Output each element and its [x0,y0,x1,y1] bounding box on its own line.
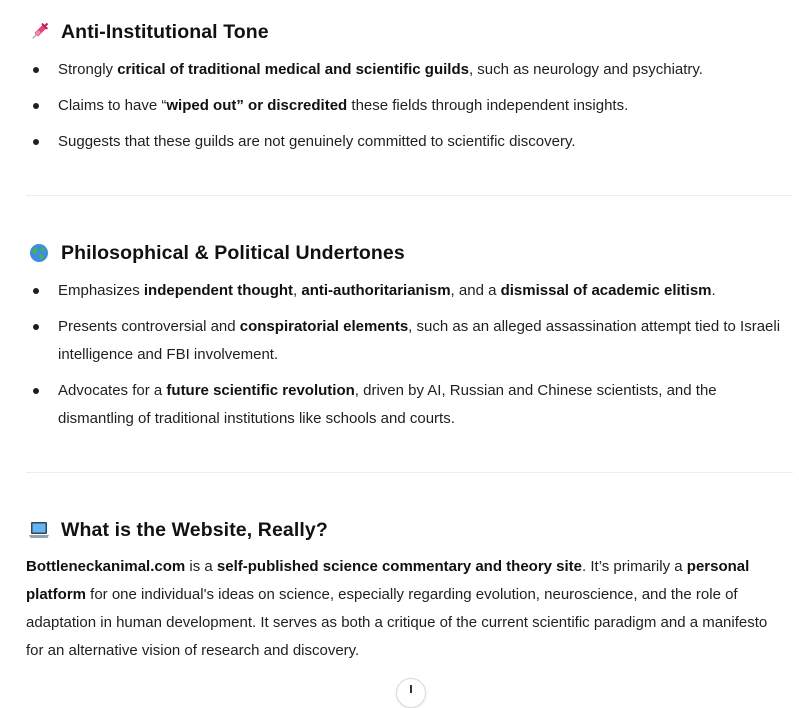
section-heading [26,239,786,267]
section-title: Anti-Institutional Tone [61,20,269,43]
section-heading [26,516,786,544]
emphasis-text: dismissal of academic elitism [500,282,712,299]
emphasis-text: wiped out” or discredited [166,97,348,114]
list-item [26,92,786,120]
list-item [26,313,786,369]
syringe-icon [28,21,50,43]
scroll-down-button[interactable] [396,678,426,708]
text: , such as neurology and psychiatry. [468,61,703,78]
text: Emphasizes [58,282,144,299]
emphasis-text: conspiratorial elements [239,318,409,335]
section-website [26,516,786,665]
emphasis-text: independent thought [143,282,294,299]
arrow-down-icon [410,685,412,693]
laptop-icon [28,519,50,541]
bullet-list [26,277,786,433]
section-philosophical [26,239,786,433]
text: Presents controversial and [58,318,240,335]
emphasis-text: future scientific revolution [166,382,355,399]
text: , driven by AI, Russian and Chinese scientists, and the dismantling of traditional institutions like schools and courts. [58,382,717,427]
text: , [293,282,302,299]
section-anti-institutional [26,18,786,156]
list-item [26,377,786,433]
text: . It’s primarily a [582,558,687,575]
text: , such as an alleged assassination attempt tied to Israeli intelligence and FBI involvement. [58,318,781,363]
list-item [26,56,786,84]
text: Advocates for a [58,382,167,399]
text: Claims to have “ [58,97,167,114]
text: these fields through independent insights. [347,97,629,114]
list-item [26,128,786,156]
section-divider [26,472,793,473]
emphasis-text: critical of traditional medical and scientific guilds [117,61,469,78]
globe-icon [28,242,50,264]
emphasis-text: Bottleneckanimal.com [26,558,186,575]
paragraph [26,553,786,665]
text: is a [185,558,217,575]
text: , and a [450,282,501,299]
text: . [711,282,716,299]
list-item [26,277,786,305]
section-title: What is the Website, Really? [61,518,328,541]
emphasis-text: personal platform [26,558,750,603]
section-heading [26,18,786,46]
text: Strongly [58,61,118,78]
text: for one individual's ideas on science, especially regarding evolution, neuroscience, and the role of adaptation in human development. It serves as both a critique of the current scientific paradigm and a manifesto for an alternative vision of research and discovery. [26,586,768,659]
emphasis-text: self-published science commentary and theory site [216,558,583,575]
emphasis-text: anti-authoritarianism [301,282,451,299]
bullet-list [26,56,786,156]
section-title: Philosophical & Political Undertones [61,241,405,264]
section-divider [26,195,793,196]
text: Suggests that these guilds are not genuinely committed to scientific discovery. [58,133,576,150]
